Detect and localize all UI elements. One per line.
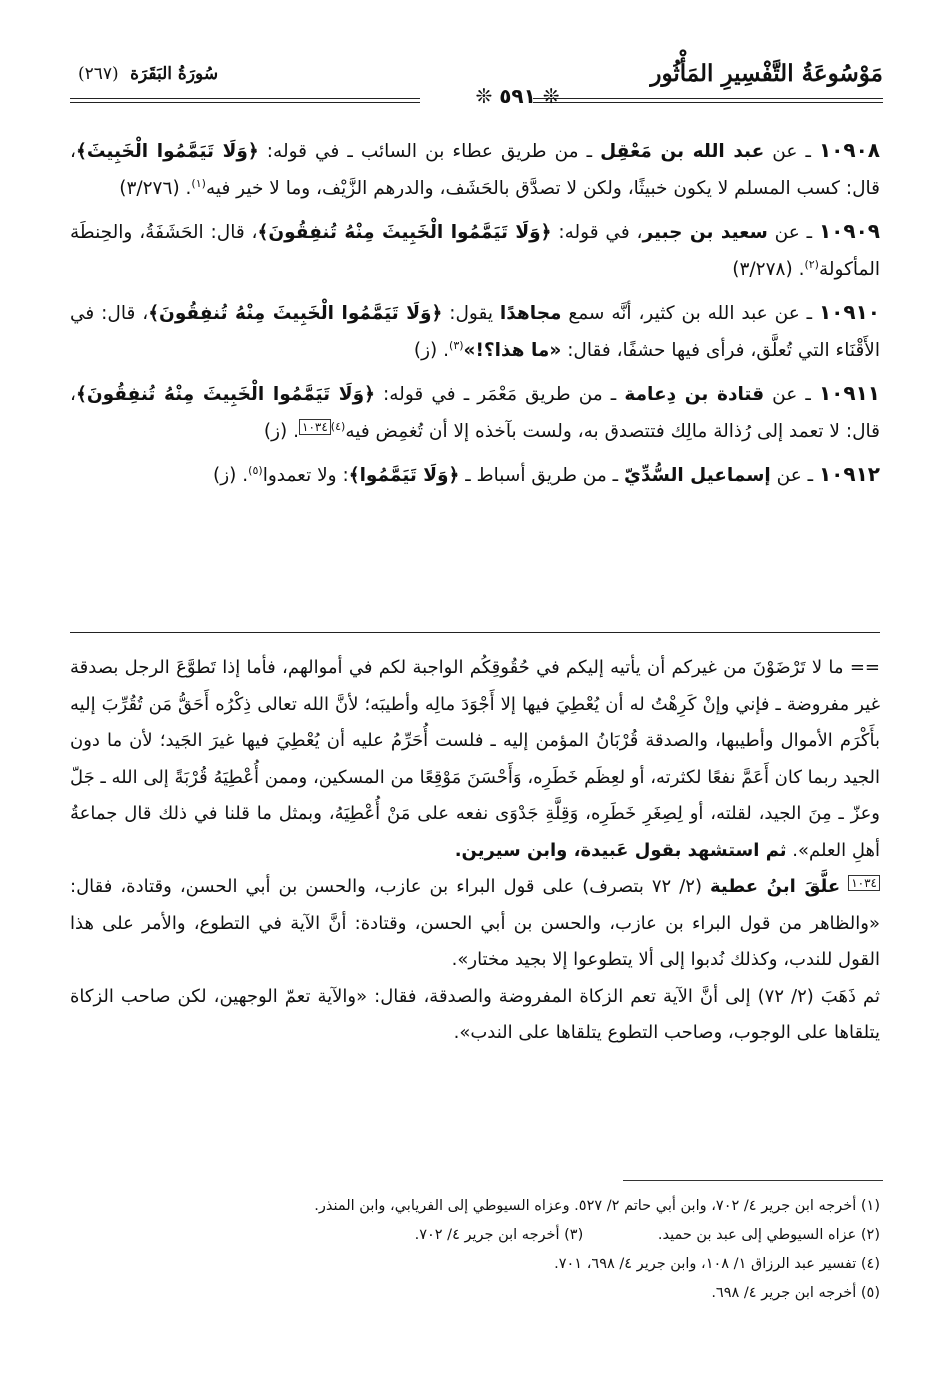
header-rule-right: [533, 98, 883, 99]
footnote-item: (١) أخرجه ابن جرير ٤/ ٧٠٢، وابن أبي حاتم ٢/ ٥٢٧. وعزاه السيوطي إلى الفريابي، وابن المنذر.: [314, 1198, 880, 1214]
hadith-entry: [70, 213, 880, 288]
commentary-bold: علَّقَ ابنُ عطية: [710, 876, 841, 897]
footnote-separator: [623, 1180, 883, 1181]
header-rule-left: [70, 98, 420, 99]
quran-quote: ﴿وَلَا تَيَمَّمُوا الْخَبِيثَ مِنْهُ تُنفِقُونَ﴾: [148, 303, 443, 324]
footnote-item: (٣) أخرجه ابن جرير ٤/ ٧٠٢.: [414, 1227, 584, 1243]
footnote-marker[interactable]: (٤): [330, 419, 346, 433]
entry-text: ، قال: كسب المسلم لا يكون خبيثًا، ولكن لا تصدَّق بالحَشَف، والدرهم الزَّيْف، وما لا خير فيه: [70, 141, 880, 199]
hadith-entry: [70, 456, 880, 494]
entry-text: ـ عن: [764, 384, 819, 405]
entry-text: ـ عن: [767, 222, 819, 243]
commentary-section: [70, 650, 880, 1052]
commentary-text: ثم ذَهَبَ (٢/ ٧٢) إلى أنَّ الآية تعم الزكاة المفروضة والصدقة، فقال: «والآية تعمّ الوجهين، لكن صاحب الزكاة يتلقاها على الوجوب، وصاحب التطوع يتلقاها على الندب».: [70, 985, 880, 1043]
quran-quote: ﴿وَلَا تَيَمَّمُوا الْخَبِيثَ مِنْهُ تُنفِقُونَ﴾: [75, 384, 375, 405]
entry-text: ـ من طريق أسباط ـ: [459, 465, 624, 486]
entry-text: ـ من طريق مَعْمَر ـ في قوله:: [374, 384, 625, 405]
entry-text: ـ عن: [764, 141, 819, 162]
header-rule-right-2: [533, 102, 883, 103]
entry-text: ، قال: لا تعمد إلى رُذالة مالِك فتتصدق به، ولست بآخذه إلا أن تُغمِض فيه: [70, 384, 880, 442]
commentary-ref-box: ١٠٣٤: [848, 875, 880, 891]
commentary-separator: [70, 632, 880, 633]
narrator-name: مجاهدًا: [499, 303, 562, 324]
commentary-text: == ما لا تَرْضَوْنَ من غيركم أن يأتيه إليكم في حُقُوقِكُم الواجبة لكم في أموالهم، فأما إذا تَطوَّعَ الرجل بصدقة غير مفروضة ـ فإني وإنْ كَرِهْتُ له أن يُعْطِيَ فيها إلا أَجْوَدَ مالِه وأطيبَه؛ لأنَّ الله تعالى ذِكْرُه أَحَقُّ مَن تُقُرِّبَ إليه بأَكْرَم الأموال وأطيبها، والصدقة قُرْبَانُ المؤمن إليه ـ فلست أُحَرِّمُ عليه أن يُعْطِيَ فيها غيرَ الجَيد؛ لأن ما دون الجيد ربما كان أَعَمَّ نفعًا لكثرته، أو لعِظَم خَطَرِه، وَأَحْسَنَ مَوْقِعًا من المسكين، وممن أُعْطِيَهُ قُرْبَةً إلى الله ـ جَلّ وعزّ ـ مِنَ الجيد، لقلته، أو لِصِغَرِ خَطَرِه، وَقِلَّةِ جَدْوَى نفعه على مَنْ أُعْطِيَهُ، وبمثل ما قلنا في ذلك قال جماعةُ أهلِ العلم».: [70, 657, 880, 861]
entry-text: ـ عن عبد الله بن كثير، أنَّه سمع: [561, 303, 819, 324]
commentary-paragraph: [70, 979, 880, 1052]
hadith-list: [70, 132, 880, 500]
book-title: مَوْسُوعَةُ التَّفْسِيرِ المَأْثُور: [650, 60, 883, 87]
hadith-entry: [70, 294, 880, 369]
footnote-item: (٥) أخرجه ابن جرير ٤/ ٦٩٨.: [711, 1285, 880, 1301]
footnote-marker[interactable]: (١): [191, 176, 206, 190]
quran-quote: ﴿وَلَا تَيَمَّمُوا الْخَبِيثَ﴾: [75, 141, 259, 162]
header-rule-left-2: [70, 102, 420, 103]
entry-number: ١٠٩١٢: [818, 462, 880, 486]
narrator-name: سعيد بن جبير: [642, 222, 768, 243]
entry-text: : ولا تعمدوا: [262, 465, 349, 486]
footnote-item: (٢) عزاه السيوطي إلى عبد بن حميد.: [657, 1227, 880, 1243]
entry-text: ـ عن: [770, 465, 819, 486]
narrator-name: قتادة بن دِعامة: [624, 384, 765, 405]
entry-text: يقول:: [442, 303, 500, 324]
narrator-name: إسماعيل السُّدِّيّ: [623, 465, 771, 486]
commentary-paragraph: [70, 869, 880, 979]
quoted-saying: «ما هذا؟!»: [463, 340, 562, 361]
entry-number: ١٠٩٠٩: [818, 219, 881, 243]
entry-text: ، في قوله:: [551, 222, 643, 243]
entry-ref: . (٣/٢٧٦): [119, 178, 192, 199]
entry-ref: . (ز): [263, 421, 300, 442]
entry-text: ، قال: الحَشَفَةُ، والحِنطَة المأكولة: [70, 222, 880, 280]
footnotes: [70, 1192, 880, 1308]
footnote-marker[interactable]: (٣): [449, 338, 464, 352]
page-number: ❊ ٥٩١ ❊: [475, 84, 560, 108]
entry-ref: . (ز): [213, 465, 249, 486]
quran-quote: ﴿وَلَا تَيَمَّمُوا﴾: [348, 465, 460, 486]
verse-number: (٢٦٧): [78, 64, 119, 84]
narrator-name: عبد الله بن مَعْقِل: [600, 141, 765, 162]
sura-name: سُورَةُ البَقَرَة: [130, 64, 219, 84]
hadith-entry: [70, 132, 880, 207]
footnote-marker[interactable]: (٢): [804, 257, 819, 271]
page-header: [70, 60, 883, 110]
hadith-entry: [70, 375, 880, 450]
entry-number: ١٠٩٠٨: [818, 138, 880, 162]
footnote-item: (٤) تفسير عبد الرزاق ١/ ١٠٨، وابن جرير ٤/ ٦٩٨، ٧٠١.: [554, 1256, 880, 1272]
quran-quote: ﴿وَلَا تَيَمَّمُوا الْخَبِيثَ مِنْهُ تُنفِقُونَ﴾: [257, 222, 552, 243]
footnote-marker[interactable]: (٥): [248, 463, 263, 477]
sura-label: [78, 64, 218, 84]
commentary-bold: ثم استشهد بقول عَبيدة، وابن سيرين.: [454, 839, 787, 861]
entry-number: ١٠٩١٠: [818, 300, 881, 324]
commentary-text: (٢/ ٧٢ بتصرف) على قول البراء بن عازب، والحسن بن أبي الحسن، وقتادة، فقال: «والظاهر من قول البراء بن عازب، والحسن بن أبي الحسن، وقتادة: أنَّ الآية في التطوع، والأمر على هذا القول للندب، وكذلك نُدبوا إلى ألا يتطوعوا إلا بجيد مختار».: [70, 876, 880, 970]
entry-number: ١٠٩١١: [818, 381, 880, 405]
entry-text: ـ من طريق عطاء بن السائب ـ في قوله:: [258, 141, 601, 162]
entry-text: ، قال: في الأَقْنَاء التي تُعلَّق، فرأى فيها حشفًا، فقال:: [70, 303, 880, 361]
commentary-ref-box[interactable]: ١٠٣٤: [299, 419, 331, 435]
entry-ref: . (٣/٢٧٨): [732, 259, 805, 280]
footnote-row: [70, 1221, 880, 1250]
commentary-paragraph: [70, 650, 880, 869]
entry-ref: . (ز): [413, 340, 450, 361]
